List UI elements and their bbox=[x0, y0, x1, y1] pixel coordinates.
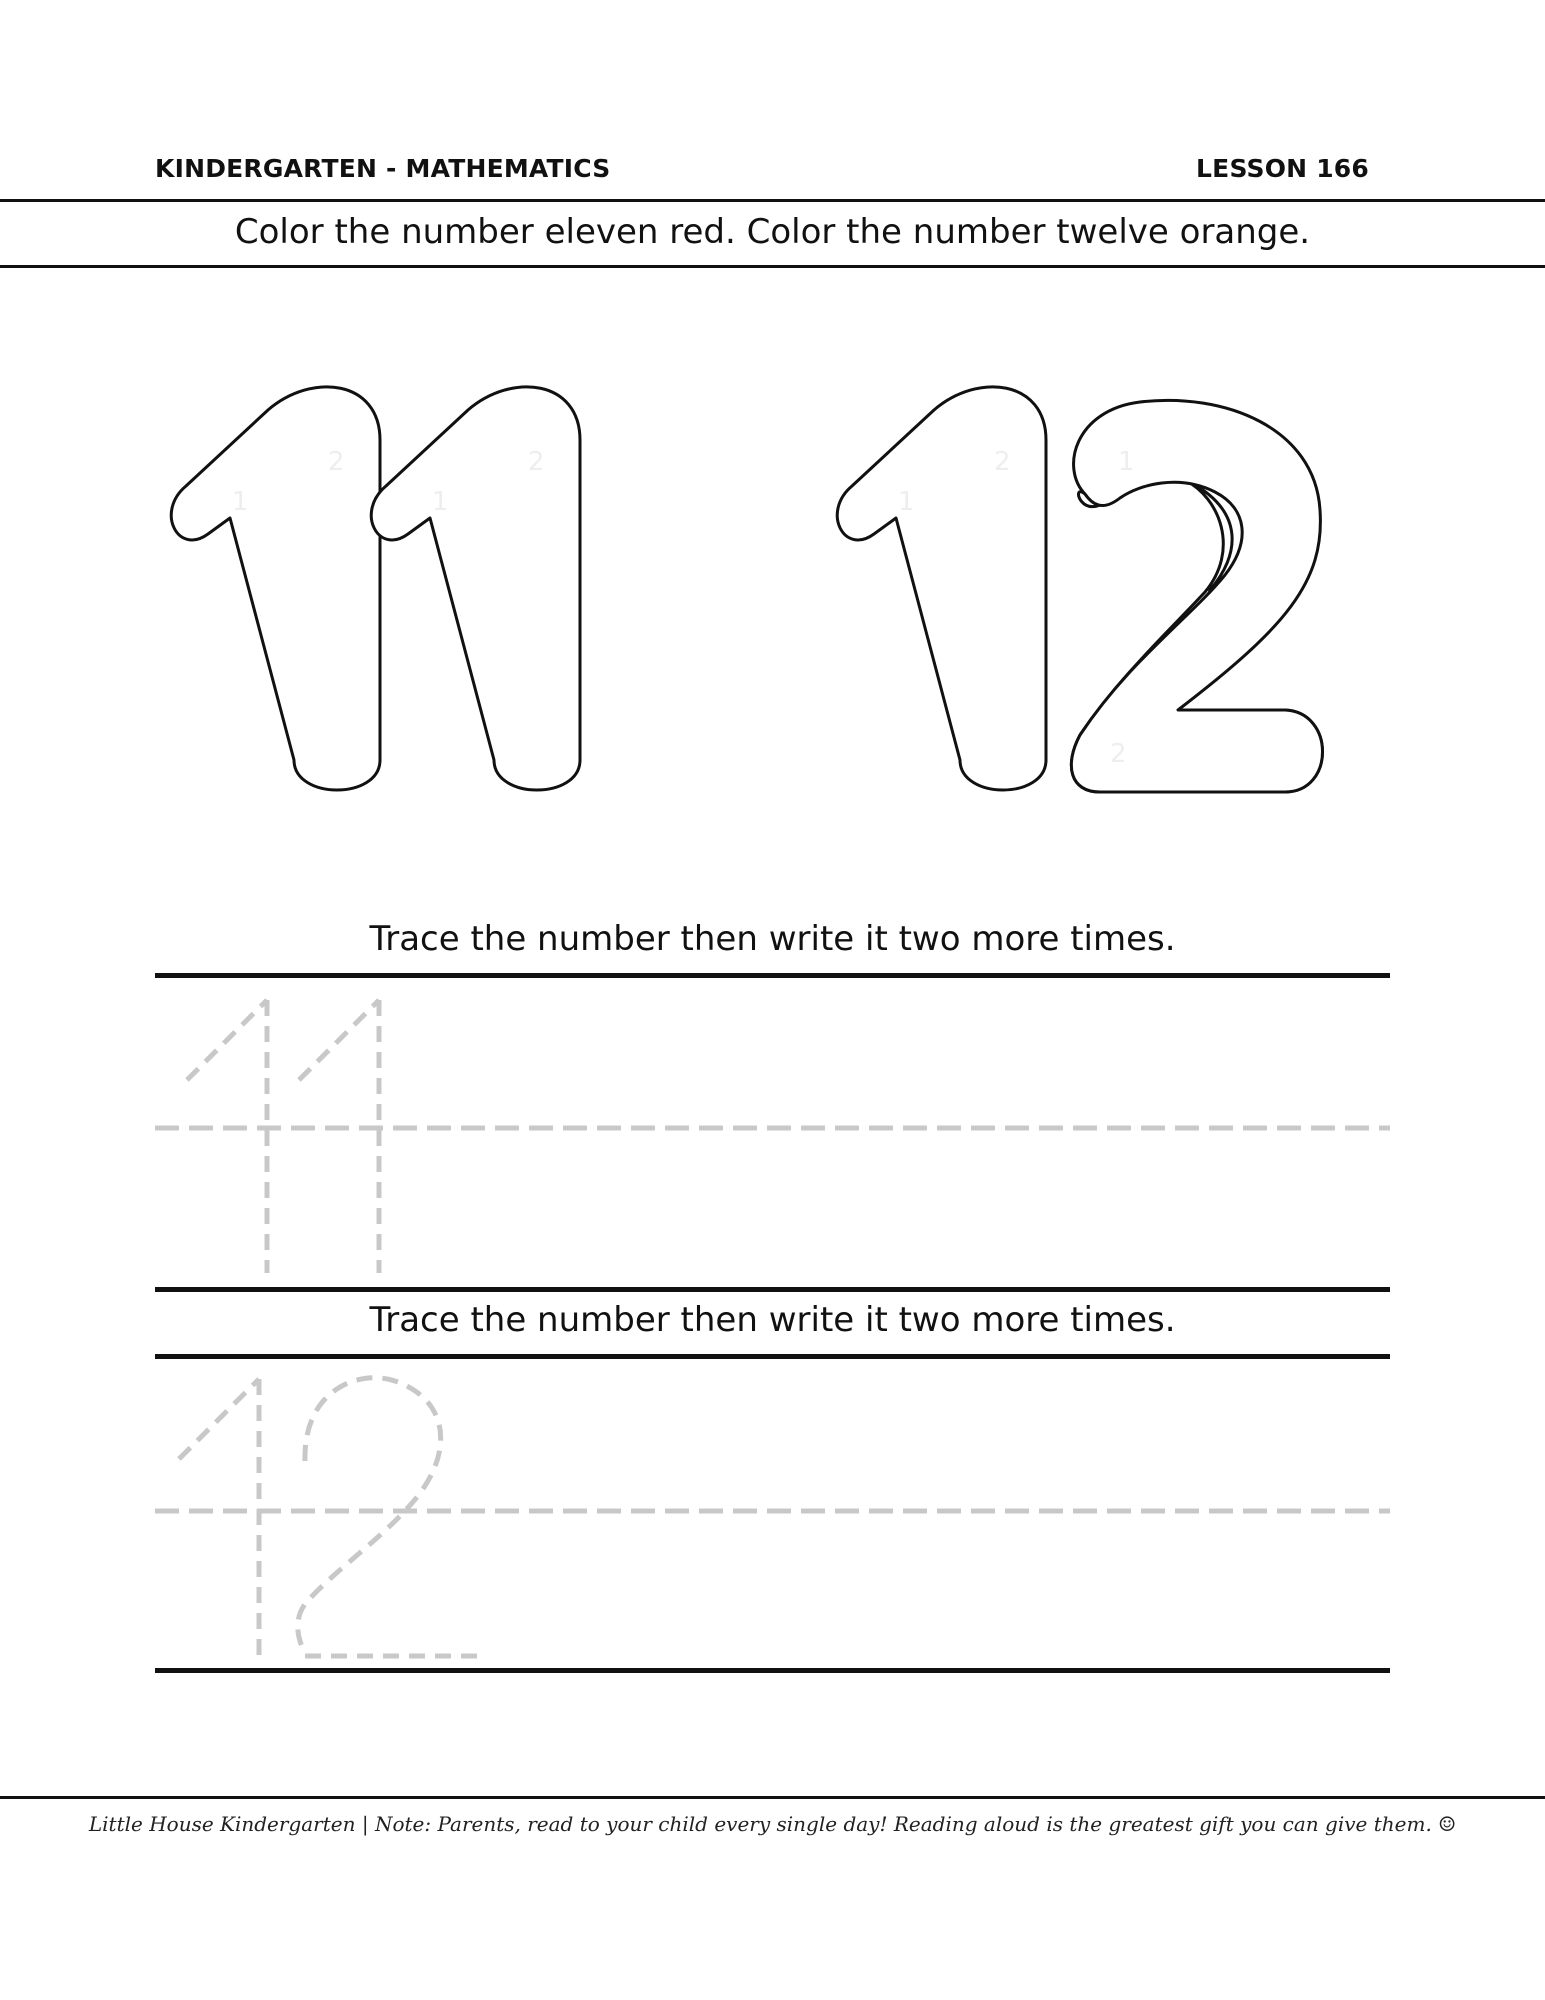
svg-text:2: 2 bbox=[994, 447, 1011, 477]
svg-text:2: 2 bbox=[528, 447, 545, 477]
trace-guide-eleven bbox=[187, 1000, 379, 1273]
svg-text:1: 1 bbox=[232, 487, 249, 517]
footer-rule bbox=[0, 1796, 1545, 1799]
trace-bottom-rule-twelve bbox=[155, 1668, 1390, 1673]
trace-instruction-eleven: Trace the number then write it two more times. bbox=[369, 919, 1176, 959]
svg-text:1: 1 bbox=[432, 487, 449, 517]
trace-area-twelve[interactable] bbox=[155, 1359, 1390, 1669]
svg-text:2: 2 bbox=[328, 447, 345, 477]
lesson-number: LESSON 166 bbox=[1196, 154, 1369, 183]
svg-text:2: 2 bbox=[1110, 739, 1127, 769]
trace-guide-twelve bbox=[179, 1378, 480, 1656]
trace-bottom-rule-eleven bbox=[155, 1287, 1390, 1292]
subject-heading: KINDERGARTEN - MATHEMATICS bbox=[155, 154, 611, 183]
footer-note: Little House Kindergarten | Note: Parents, read to your child every single day! Reading aloud is the greatest gift you can give them. ☺ bbox=[88, 1812, 1457, 1836]
trace-area-eleven[interactable] bbox=[155, 978, 1390, 1288]
svg-text:1: 1 bbox=[898, 487, 915, 517]
number-twelve-outline bbox=[837, 387, 1322, 792]
trace-instruction-twelve: Trace the number then write it two more times. bbox=[369, 1300, 1176, 1340]
coloring-numbers bbox=[0, 0, 1545, 900]
number-eleven-outline bbox=[171, 387, 580, 790]
coloring-instruction: Color the number eleven red. Color the number twelve orange. bbox=[234, 212, 1311, 252]
svg-text:1: 1 bbox=[1118, 447, 1135, 477]
